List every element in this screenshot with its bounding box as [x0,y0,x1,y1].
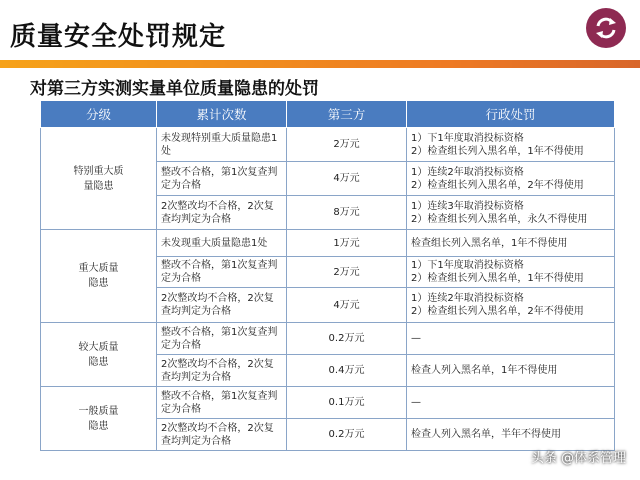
count-cell: 2次整改均不合格，2次复查均判定为合格 [157,419,287,451]
header-third-party: 第三方 [287,101,407,128]
third-party-cell: 0.2万元 [287,323,407,355]
third-party-cell: 8万元 [287,196,407,230]
third-party-cell: 4万元 [287,288,407,323]
penalty-cell: 1）下1年度取消投标资格 2）检查组长列入黑名单，1年不得使用 [407,257,615,288]
third-party-cell: 0.4万元 [287,355,407,387]
penalty-cell: — [407,387,615,419]
table-row [41,323,615,355]
logo [586,8,626,48]
watermark: 头条 @体系管理 [530,451,626,466]
table-row [41,230,615,257]
table-row [41,387,615,419]
count-cell: 2次整改均不合格，2次复查均判定为合格 [157,288,287,323]
penalty-cell: 1）连续3年取消投标资格 2）检查组长列入黑名单，永久不得使用 [407,196,615,230]
penalty-cell: 1）连续2年取消投标资格 2）检查组长列入黑名单，2年不得使用 [407,288,615,323]
level-cell: 较大质量隐患 [41,323,157,387]
third-party-cell: 0.2万元 [287,419,407,451]
penalty-cell: 1）连续2年取消投标资格 2）检查组长列入黑名单，2年不得使用 [407,162,615,196]
third-party-cell: 4万元 [287,162,407,196]
third-party-cell: 2万元 [287,257,407,288]
refresh-arrows-icon [593,15,619,41]
penalty-cell: — [407,323,615,355]
count-cell: 未发现重大质量隐患1处 [157,230,287,257]
third-party-cell: 0.1万元 [287,387,407,419]
count-cell: 整改不合格，第1次复查判定为合格 [157,257,287,288]
header-count: 累计次数 [157,101,287,128]
header-stripe [0,60,640,68]
count-cell: 2次整改均不合格，2次复查均判定为合格 [157,355,287,387]
penalty-cell: 检查人列入黑名单，1年不得使用 [407,355,615,387]
section-subtitle: 对第三方实测实量单位质量隐患的处罚 [30,79,319,99]
level-cell: 重大质量隐患 [41,230,157,323]
level-cell: 一般质量隐患 [41,387,157,451]
penalty-cell: 检查组长列入黑名单，1年不得使用 [407,230,615,257]
level-cell: 特别重大质量隐患 [41,128,157,230]
count-cell: 未发现特别重大质量隐患1处 [157,128,287,162]
penalty-table [40,100,615,451]
page-title: 质量安全处罚规定 [10,22,227,52]
count-cell: 整改不合格，第1次复查判定为合格 [157,323,287,355]
third-party-cell: 1万元 [287,230,407,257]
count-cell: 2次整改均不合格，2次复查均判定为合格 [157,196,287,230]
header-penalty: 行政处罚 [407,101,615,128]
penalty-cell: 检查人列入黑名单，半年不得使用 [407,419,615,451]
table-row [41,128,615,162]
penalty-cell: 1）下1年度取消投标资格 2）检查组长列入黑名单，1年不得使用 [407,128,615,162]
header-level: 分级 [41,101,157,128]
table-header-row [41,101,615,128]
count-cell: 整改不合格，第1次复查判定为合格 [157,162,287,196]
third-party-cell: 2万元 [287,128,407,162]
count-cell: 整改不合格，第1次复查判定为合格 [157,387,287,419]
